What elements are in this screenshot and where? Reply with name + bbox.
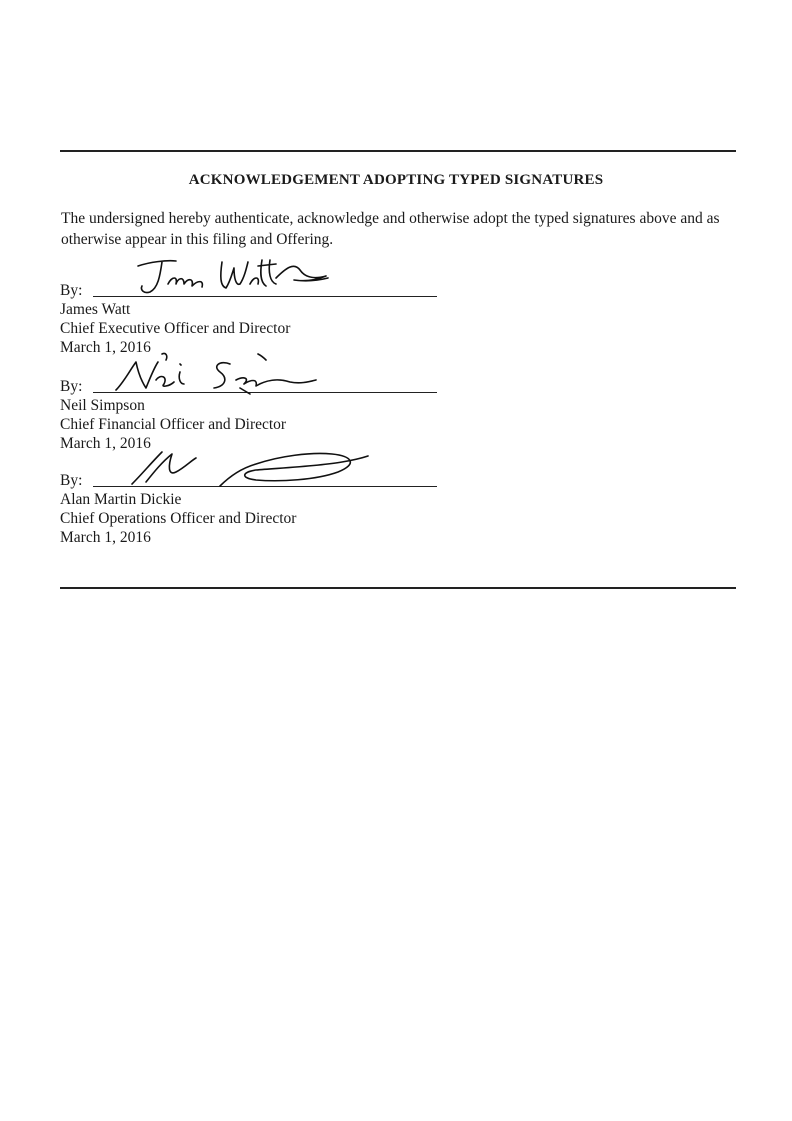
handwritten-signature-james-watt: [80, 254, 410, 306]
signature-underline: [93, 486, 437, 487]
signature-block-3: [60, 466, 460, 547]
signature-line: [60, 466, 460, 490]
by-label: By:: [60, 282, 83, 299]
signatory-name: Alan Martin Dickie: [60, 491, 182, 508]
bottom-rule: [60, 587, 736, 589]
signature-date: March 1, 2016: [60, 435, 151, 452]
signatory-name: Neil Simpson: [60, 397, 145, 414]
signature-line: [60, 372, 460, 396]
signatory-name: James Watt: [60, 301, 131, 318]
signature-underline: [93, 392, 437, 393]
top-rule: [60, 150, 736, 152]
signature-block-1: [60, 276, 460, 357]
signatory-title: Chief Executive Officer and Director: [60, 320, 291, 337]
signatory-title: Chief Operations Officer and Director: [60, 510, 297, 527]
signatory-title: Chief Financial Officer and Director: [60, 416, 287, 433]
handwritten-signature-neil-simpson: [80, 350, 410, 402]
signature-block-2: [60, 372, 460, 453]
signature-date: March 1, 2016: [60, 529, 151, 546]
page-title: ACKNOWLEDGEMENT ADOPTING TYPED SIGNATURES: [188, 172, 604, 188]
signature-line: [60, 276, 460, 300]
signature-date: March 1, 2016: [60, 339, 151, 356]
acknowledgement-text: The undersigned hereby authenticate, acknowledge and otherwise adopt the typed signatures above and as otherwise appear in this filing and Offering.: [61, 210, 720, 248]
by-label: By:: [60, 472, 83, 489]
signature-underline: [93, 296, 437, 297]
by-label: By:: [60, 378, 83, 395]
